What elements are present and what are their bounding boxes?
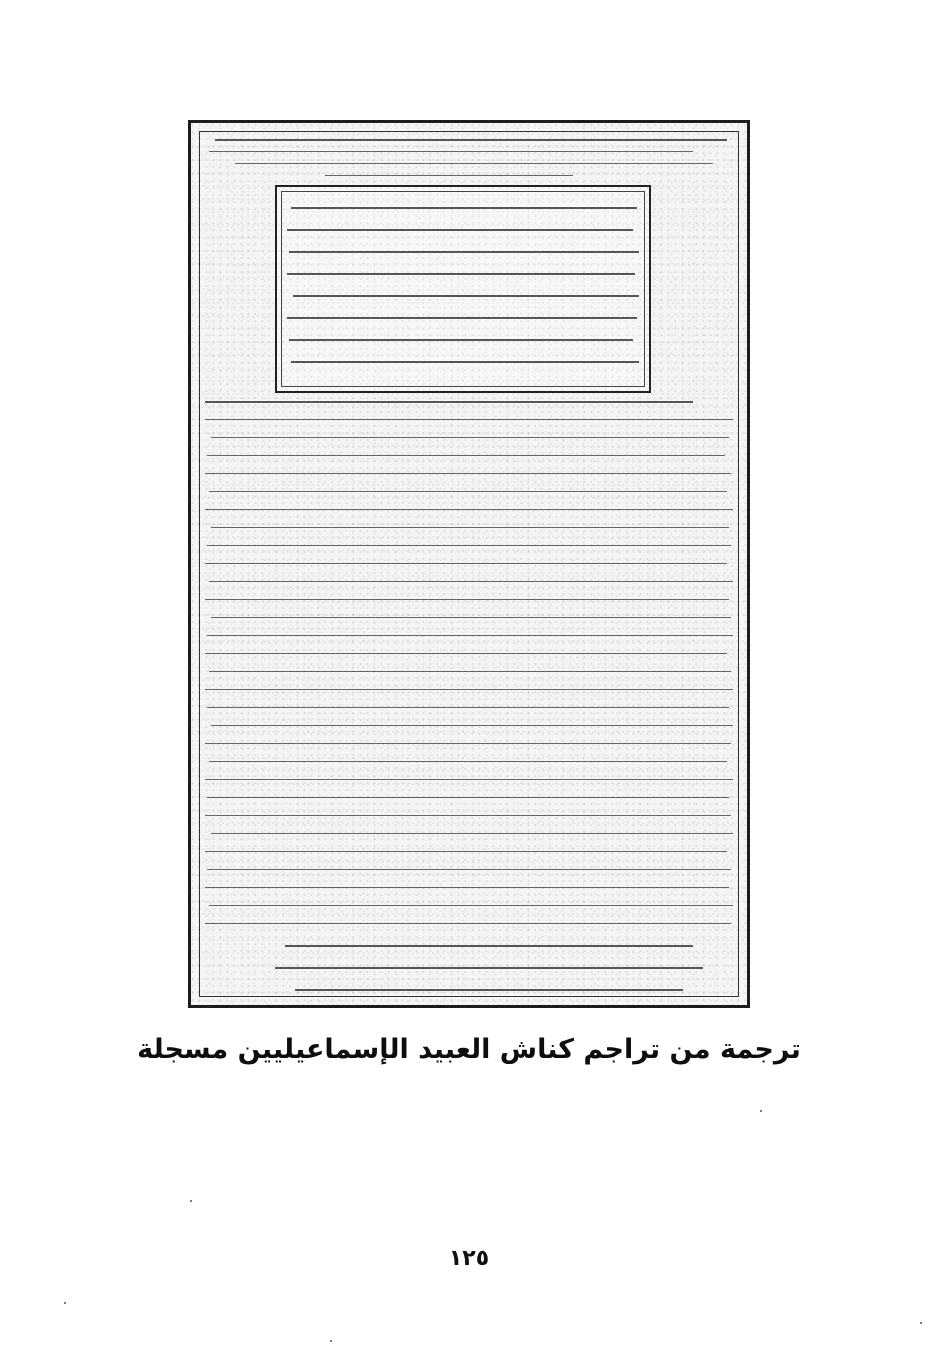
scan-speck xyxy=(920,1322,922,1324)
boxed-passage-border xyxy=(281,191,645,387)
manuscript-boxed-passage xyxy=(275,185,651,393)
manuscript-image xyxy=(188,120,750,1008)
figure-caption: ترجمة من تراجم كناش العبيد الإسماعيليين مسجلة xyxy=(137,1034,801,1065)
scan-speck xyxy=(760,1110,762,1112)
scan-speck xyxy=(330,1340,332,1342)
manuscript-header-script xyxy=(205,135,733,187)
manuscript-body-script xyxy=(205,393,733,991)
scan-speck xyxy=(64,1302,66,1304)
scan-speck xyxy=(190,1200,192,1202)
page-number: ١٢٥ xyxy=(448,1246,490,1271)
